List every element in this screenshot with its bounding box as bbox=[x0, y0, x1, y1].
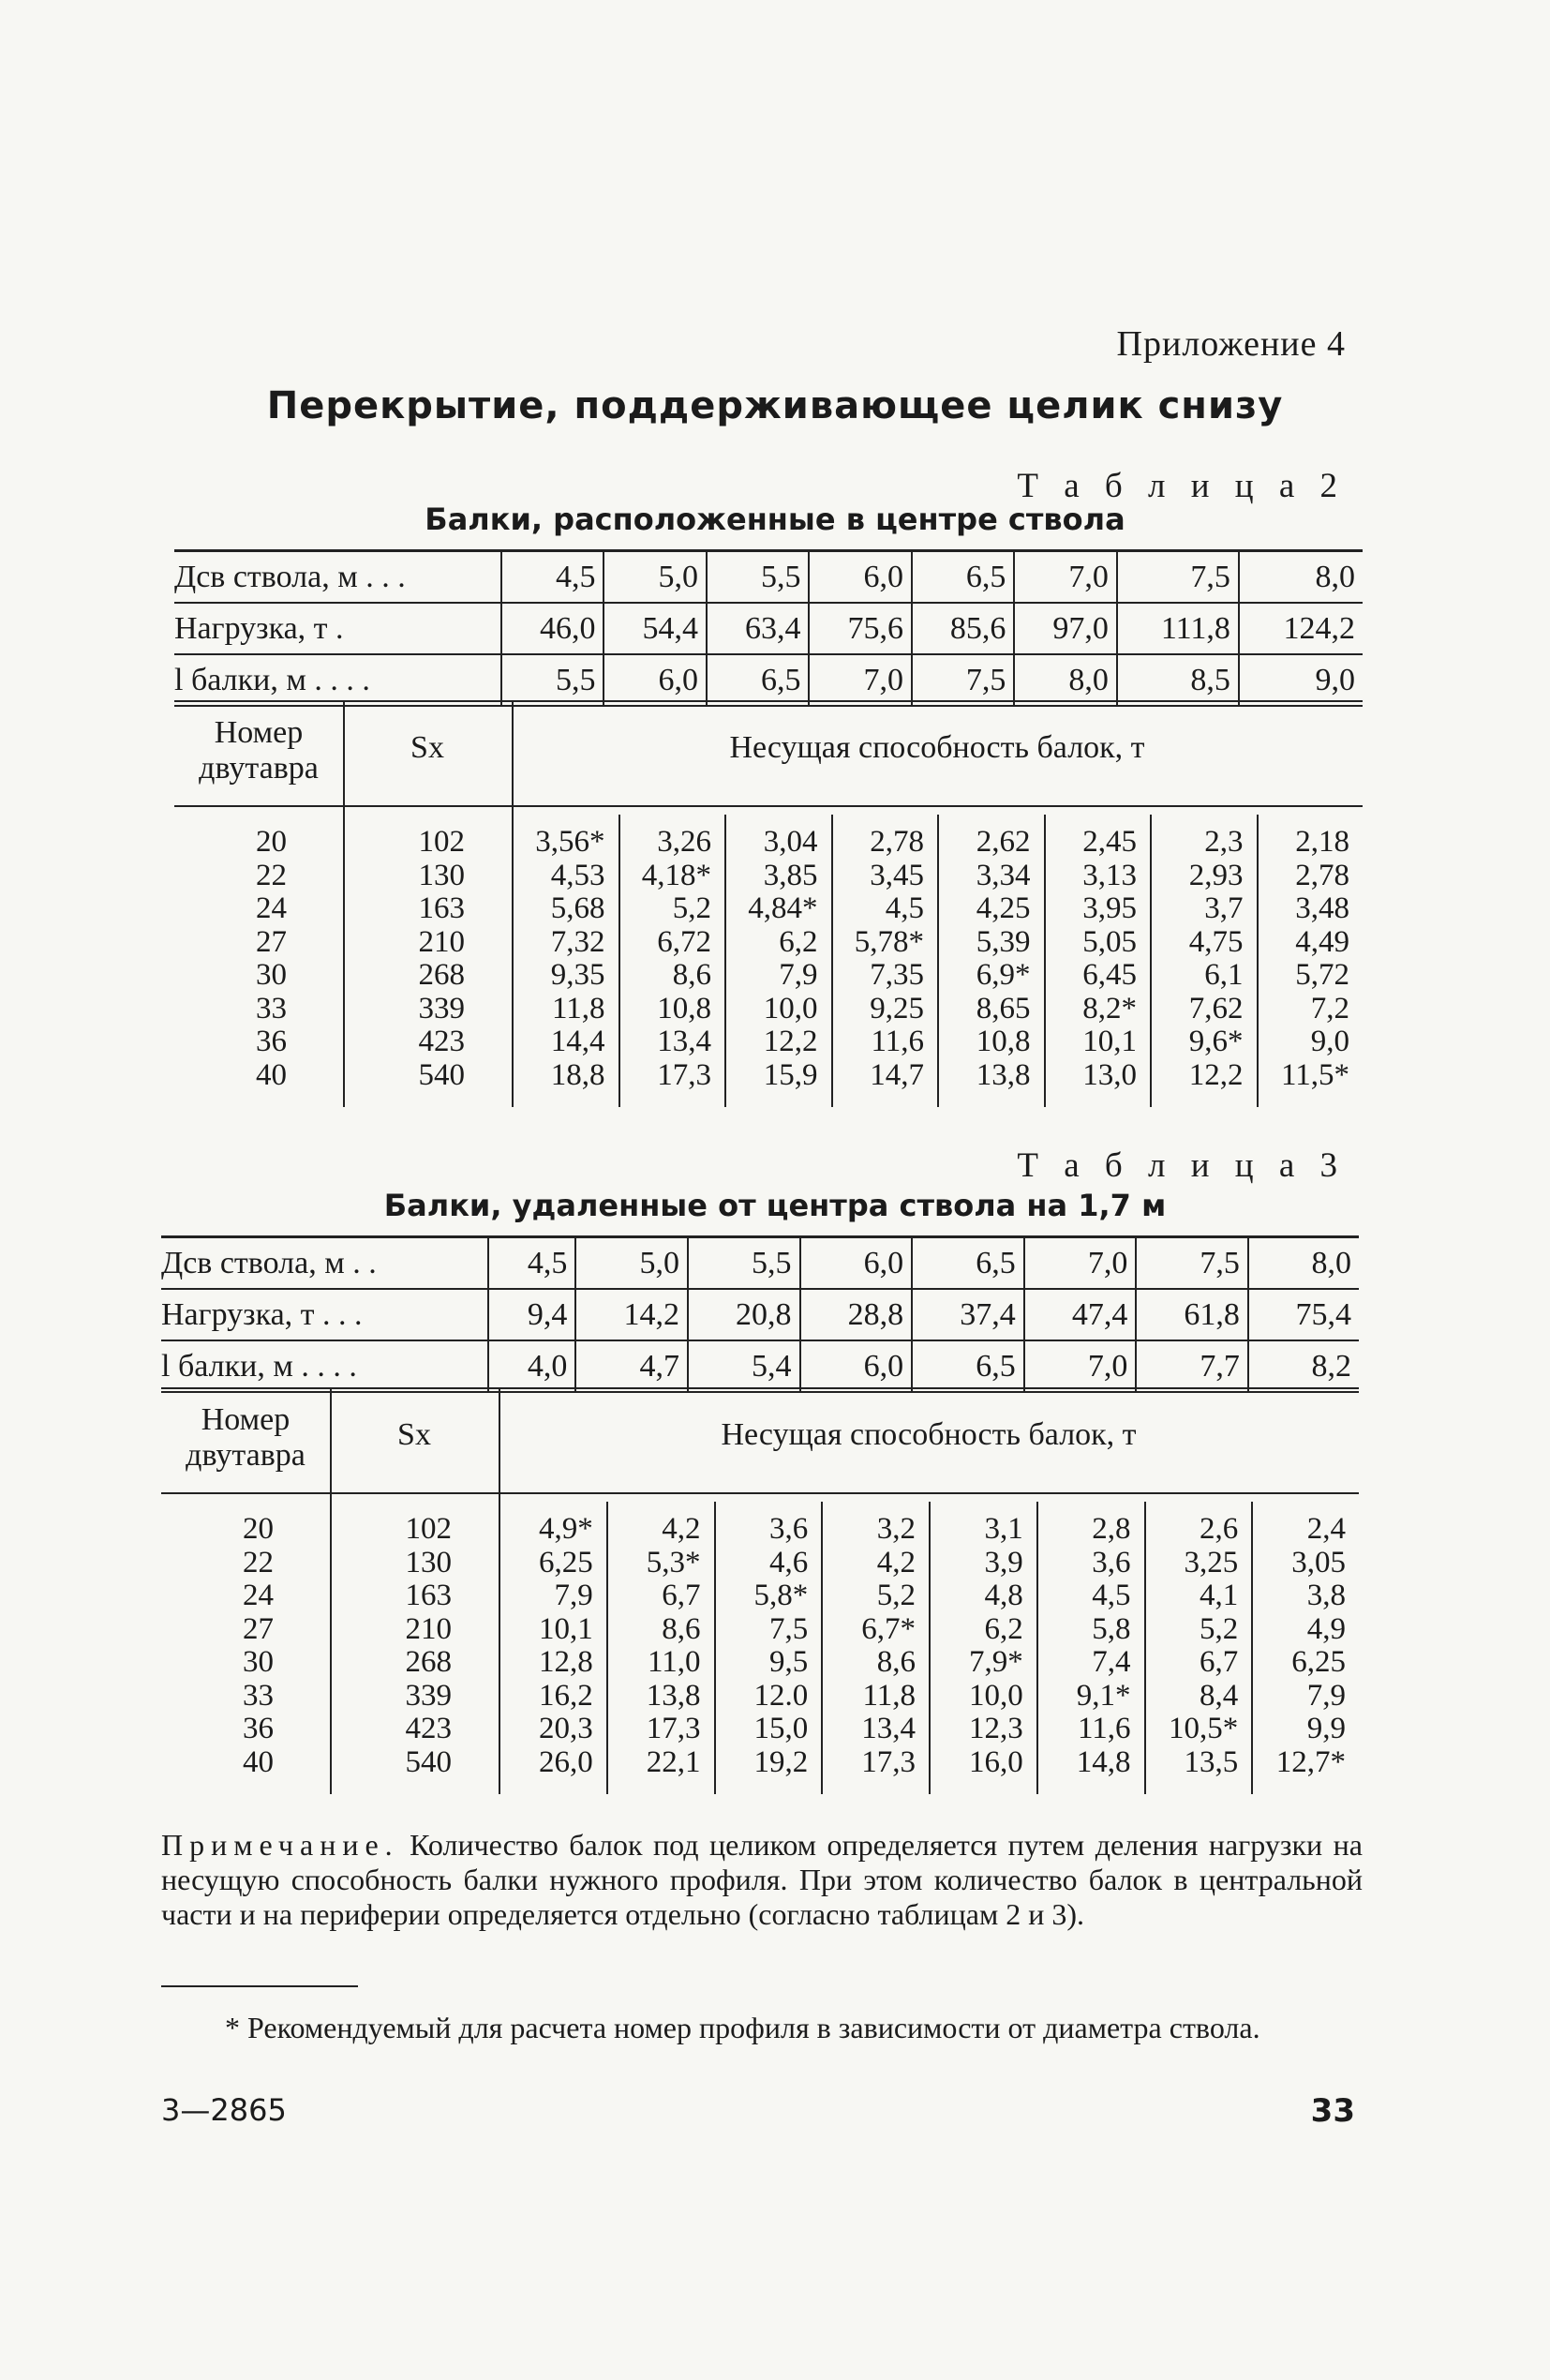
table2-capacity-column-cell: 2,78 bbox=[1295, 858, 1349, 892]
table2-spec-cell: 111,8 bbox=[1117, 603, 1239, 654]
table3-number-column-cell: 30 bbox=[243, 1645, 274, 1679]
table2-spec-cell: 9,0 bbox=[1239, 654, 1363, 706]
table2-capacity-column-cell: 3,95 bbox=[1082, 891, 1137, 925]
table2-capacity-column-cell: 4,5 bbox=[885, 891, 924, 925]
table2-spec-cell: 6,5 bbox=[912, 551, 1014, 604]
table3-spec-cell: 5,5 bbox=[688, 1237, 800, 1290]
table2-sx-column-cell: 163 bbox=[418, 891, 465, 925]
table3-head-number: Номер двутавра bbox=[186, 1402, 306, 1473]
table3-spec-cell: 6,0 bbox=[800, 1237, 913, 1290]
table2-spec-cell: 75,6 bbox=[809, 603, 911, 654]
table2-spec-row bbox=[174, 551, 1363, 604]
table3-spec-row-label: l балки, м . . . . bbox=[161, 1348, 357, 1384]
table3-capacity-column-cell: 8,4 bbox=[1200, 1678, 1239, 1713]
table2-spec-cell: 5,5 bbox=[501, 654, 604, 706]
table2-capacity-column bbox=[1048, 826, 1138, 1092]
table2-capacity-column-cell: 7,2 bbox=[1310, 991, 1349, 1025]
table2-capacity-grid bbox=[174, 700, 1363, 1115]
table2-sx-column-cell: 423 bbox=[418, 1025, 465, 1058]
table2-spec-cell: 5,0 bbox=[604, 551, 706, 604]
table3-column-divider bbox=[1036, 1502, 1038, 1794]
table2-capacity-column-cell: 7,62 bbox=[1188, 991, 1244, 1025]
table2-capacity-column-cell: 4,53 bbox=[550, 858, 605, 892]
table3-number-column-cell: 24 bbox=[243, 1579, 274, 1612]
table3-capacity-column-cell: 5,8 bbox=[1092, 1611, 1131, 1646]
table2-number-column-cell: 36 bbox=[256, 1025, 287, 1058]
table2-capacity-column-cell: 10,1 bbox=[1082, 1025, 1137, 1058]
page-number: 33 bbox=[1310, 2092, 1355, 2130]
table2-capacity-column-cell: 6,1 bbox=[1204, 958, 1244, 992]
table3-capacity-column bbox=[610, 1513, 701, 1779]
table3-capacity-column-cell: 4,9 bbox=[1306, 1611, 1346, 1646]
table2-capacity-column-cell: 9,25 bbox=[870, 991, 924, 1025]
table3-capacity-column-cell: 6,7 bbox=[1200, 1645, 1239, 1679]
table3-capacity-column bbox=[1255, 1513, 1346, 1779]
table3-sx-column-cell: 163 bbox=[405, 1579, 452, 1612]
table2-capacity-column bbox=[515, 826, 605, 1092]
table3-column-divider bbox=[929, 1502, 931, 1794]
table3-spec-cell: 75,4 bbox=[1248, 1289, 1359, 1340]
table2-capacity-column bbox=[835, 826, 925, 1092]
table2-capacity-column-cell: 10,8 bbox=[657, 991, 711, 1025]
table2-capacity-column-cell: 8,6 bbox=[672, 958, 711, 992]
table3-capacity-column-cell: 12,3 bbox=[969, 1712, 1023, 1745]
table2-capacity-column-cell: 5,2 bbox=[672, 891, 711, 925]
table3-label: Т а б л и ц а 3 bbox=[1017, 1146, 1346, 1185]
table3-sx-column-cell: 540 bbox=[405, 1744, 452, 1779]
table2-spec-row-label: Нагрузка, т . bbox=[174, 610, 344, 646]
table2-spec-cell: 8,5 bbox=[1117, 654, 1239, 706]
page-title: Перекрытие, поддерживающее целик снизу bbox=[266, 384, 1284, 427]
table2-capacity-column-cell: 4,75 bbox=[1188, 924, 1244, 959]
table3-capacity-column-cell: 16,2 bbox=[539, 1678, 593, 1713]
table2-capacity-column-cell: 5,05 bbox=[1082, 924, 1137, 959]
table3-capacity-column-cell: 13,8 bbox=[646, 1678, 701, 1713]
table2-capacity-column-cell: 13,0 bbox=[1082, 1057, 1137, 1092]
table3-capacity-column-cell: 12,8 bbox=[539, 1645, 593, 1679]
table2-head-capacity: Несущая способность балок, т bbox=[729, 730, 1145, 765]
table2-capacity-column-cell: 13,4 bbox=[657, 1025, 711, 1058]
table3-capacity-column-cell: 11,6 bbox=[1077, 1712, 1131, 1745]
table2-capacity-column-cell: 2,18 bbox=[1295, 825, 1349, 859]
table2-subtitle: Балки, расположенные в центре ствола bbox=[425, 501, 1125, 537]
table2-spec-cell: 6,0 bbox=[604, 654, 706, 706]
table2-column-divider bbox=[1257, 815, 1259, 1107]
table3-sx-column-cell: 423 bbox=[405, 1712, 452, 1745]
table2-spec-cell: 6,0 bbox=[809, 551, 911, 604]
table3-capacity-column-cell: 3,6 bbox=[1092, 1545, 1131, 1579]
table2-spec-cell: 54,4 bbox=[604, 603, 706, 654]
table3-capacity-column bbox=[1040, 1513, 1131, 1779]
table2-capacity-column-cell: 14,7 bbox=[870, 1057, 924, 1092]
table2-number-column-cell: 30 bbox=[256, 958, 287, 992]
table2-capacity-column bbox=[622, 826, 712, 1092]
table2-capacity-column-cell: 7,32 bbox=[550, 924, 605, 959]
table3-capacity-column-cell: 6,25 bbox=[1291, 1645, 1346, 1679]
table2-spec-cell: 7,5 bbox=[1117, 551, 1239, 604]
table3-capacity-column-cell: 20,3 bbox=[539, 1712, 593, 1745]
table2-column-divider bbox=[619, 815, 620, 1107]
table3-sx-column-cell: 339 bbox=[405, 1678, 452, 1713]
table2-capacity-column bbox=[1260, 826, 1350, 1092]
table3-spec-cell: 5,0 bbox=[575, 1237, 688, 1290]
table2-capacity-column-cell: 7,35 bbox=[870, 958, 924, 992]
table3-capacity-column-cell: 4,8 bbox=[984, 1579, 1023, 1612]
table2-capacity-column-cell: 4,84* bbox=[748, 891, 818, 925]
table2-capacity-column-cell: 15,9 bbox=[763, 1057, 818, 1092]
table3-capacity-column-cell: 7,4 bbox=[1092, 1645, 1131, 1679]
table3-spec-row bbox=[161, 1237, 1359, 1290]
table2-spec-cell: 124,2 bbox=[1239, 603, 1363, 654]
table2-number-column-cell: 27 bbox=[256, 924, 287, 959]
table2-number-column-cell: 22 bbox=[256, 858, 287, 892]
table2-spec-cell: 63,4 bbox=[707, 603, 809, 654]
table3-sx-column bbox=[330, 1513, 452, 1779]
table3-sx-column-cell: 210 bbox=[405, 1611, 452, 1646]
table3-capacity-column-cell: 11,0 bbox=[647, 1645, 701, 1679]
table3-capacity-column bbox=[932, 1513, 1023, 1779]
table3-spec-cell: 7,0 bbox=[1024, 1237, 1137, 1290]
note-text: Количество балок под целиком определяется путем деления нагрузки на несущую способность балки нужного профиля. При этом количество балок в центральной части и на периферии определяется отдельно (согласно таблицам 2 и 3). bbox=[161, 1828, 1364, 1931]
table3-capacity-column-cell: 10,1 bbox=[539, 1611, 593, 1646]
table3-capacity-column-cell: 5,8* bbox=[753, 1579, 809, 1612]
table3-capacity-column bbox=[502, 1513, 593, 1779]
table3-spec-cell: 7,5 bbox=[1136, 1237, 1248, 1290]
table3-capacity-column-cell: 3,6 bbox=[769, 1512, 809, 1546]
footnote-rule bbox=[161, 1985, 358, 1987]
table3-capacity-column-cell: 3,9 bbox=[984, 1545, 1023, 1579]
table2-number-column-cell: 24 bbox=[256, 891, 287, 925]
table2-spec-row bbox=[174, 603, 1363, 654]
table3-capacity-column-cell: 7,9 bbox=[554, 1579, 593, 1612]
table3-head-sx: Sx bbox=[397, 1417, 431, 1452]
note-paragraph bbox=[161, 1828, 1363, 1932]
table3-capacity-column-cell: 5,3* bbox=[646, 1545, 701, 1579]
table3-spec-cell: 6,5 bbox=[912, 1340, 1024, 1392]
table2-sx-column-cell: 540 bbox=[418, 1057, 465, 1092]
table3-spec-row-label: Дсв ствола, м . . bbox=[161, 1245, 377, 1280]
table3-capacity-column-cell: 5,2 bbox=[876, 1579, 916, 1612]
table2-capacity-column-cell: 6,45 bbox=[1082, 958, 1137, 992]
table2-spec-cell: 7,0 bbox=[809, 654, 911, 706]
table2-capacity-column-cell: 3,04 bbox=[763, 825, 818, 859]
table2-capacity-column-cell: 8,2* bbox=[1082, 991, 1137, 1025]
table2-spec-cell: 46,0 bbox=[501, 603, 604, 654]
table3-sx-column-cell: 130 bbox=[405, 1545, 452, 1579]
table3-number-column-cell: 27 bbox=[243, 1611, 274, 1646]
table3-capacity-column-cell: 7,5 bbox=[769, 1611, 809, 1646]
table3-spec-cell: 20,8 bbox=[688, 1289, 800, 1340]
table3-capacity-column-cell: 9,5 bbox=[769, 1645, 809, 1679]
table2-capacity-column-cell: 4,25 bbox=[976, 891, 1031, 925]
table3-capacity-column-cell: 2,4 bbox=[1306, 1512, 1346, 1546]
table3-capacity-column bbox=[1148, 1513, 1239, 1779]
table3-spec-cell: 14,2 bbox=[575, 1289, 688, 1340]
table2-capacity-column-cell: 3,56* bbox=[535, 825, 605, 859]
table3-spec-cell: 4,7 bbox=[575, 1340, 688, 1392]
table2-capacity-column bbox=[941, 826, 1031, 1092]
table2-capacity-column-cell: 5,78* bbox=[854, 924, 924, 959]
table2-sx-column-cell: 130 bbox=[418, 858, 465, 892]
table3-spec-cell: 61,8 bbox=[1136, 1289, 1248, 1340]
table2-spec-row-label: l балки, м . . . . bbox=[174, 662, 370, 697]
table2-column-divider bbox=[831, 815, 833, 1107]
table3-capacity-column-cell: 26,0 bbox=[539, 1744, 593, 1779]
table3-capacity-column-cell: 8,6 bbox=[662, 1611, 701, 1646]
table2-capacity-column-cell: 3,48 bbox=[1295, 891, 1349, 925]
table2-spec-cell: 5,5 bbox=[707, 551, 809, 604]
table3-capacity-column-cell: 4,2 bbox=[876, 1545, 916, 1579]
table2-capacity-column-cell: 11,6 bbox=[871, 1025, 924, 1058]
table2-number-column-cell: 20 bbox=[256, 825, 287, 859]
table2-capacity-column-cell: 3,34 bbox=[976, 858, 1031, 892]
table3-capacity-column-cell: 17,3 bbox=[861, 1744, 916, 1779]
table3-column-divider bbox=[714, 1502, 716, 1794]
table2-capacity-column-cell: 12,2 bbox=[763, 1025, 818, 1058]
table2-sx-column bbox=[343, 826, 465, 1092]
table2-capacity-column-cell: 8,65 bbox=[976, 991, 1031, 1025]
table2-capacity-column bbox=[1154, 826, 1244, 1092]
table3-capacity-column-cell: 7,9* bbox=[969, 1645, 1023, 1679]
table3-column-divider bbox=[1144, 1502, 1146, 1794]
table3-capacity-column-cell: 4,9* bbox=[539, 1512, 593, 1546]
table3-spec-cell: 8,0 bbox=[1248, 1237, 1359, 1290]
table3-subtitle: Балки, удаленные от центра ствола на 1,7 м bbox=[383, 1188, 1167, 1223]
table3-capacity-column-cell: 16,0 bbox=[969, 1744, 1023, 1779]
table2-capacity-column-cell: 7,9 bbox=[779, 958, 818, 992]
footnote: * Рекомендуемый для расчета номер профиля в зависимости от диаметра ствола. bbox=[225, 2011, 1260, 2044]
table3-capacity-column-cell: 17,3 bbox=[646, 1712, 701, 1745]
table2-spec-cell: 7,0 bbox=[1014, 551, 1116, 604]
table3-column-divider bbox=[606, 1502, 608, 1794]
table2-capacity-column-cell: 3,13 bbox=[1082, 858, 1137, 892]
table2-label: Т а б л и ц а 2 bbox=[1017, 467, 1346, 505]
table3-spec-cell: 7,7 bbox=[1136, 1340, 1248, 1392]
table2-head-number: Номер двутавра bbox=[199, 715, 319, 786]
table2-spec-cell: 97,0 bbox=[1014, 603, 1116, 654]
table2-capacity-column-cell: 12,2 bbox=[1188, 1057, 1244, 1092]
table3-capacity-column-cell: 3,2 bbox=[876, 1512, 916, 1546]
table3-capacity-column-cell: 10,0 bbox=[969, 1678, 1023, 1713]
table3-capacity-column-cell: 19,2 bbox=[753, 1744, 809, 1779]
table3-capacity-column bbox=[718, 1513, 809, 1779]
table2-number-column bbox=[174, 826, 287, 1092]
table3-spec-cell: 28,8 bbox=[800, 1289, 913, 1340]
table3-capacity-column bbox=[825, 1513, 916, 1779]
print-code: 3—2865 bbox=[161, 2092, 287, 2128]
table3-capacity-column-cell: 22,1 bbox=[646, 1744, 701, 1779]
table2-capacity-column-cell: 3,7 bbox=[1204, 891, 1244, 925]
table3-capacity-column-cell: 11,8 bbox=[862, 1678, 916, 1713]
table3-capacity-column-cell: 9,9 bbox=[1306, 1712, 1346, 1745]
table3-capacity-column-cell: 4,1 bbox=[1200, 1579, 1239, 1612]
table2-capacity-column-cell: 4,18* bbox=[641, 858, 711, 892]
table2-spec-cell: 8,0 bbox=[1239, 551, 1363, 604]
table3-spec-cell: 8,2 bbox=[1248, 1340, 1359, 1392]
appendix-label: Приложение 4 bbox=[1116, 324, 1346, 364]
table3-capacity-column-cell: 14,8 bbox=[1076, 1744, 1131, 1779]
table2-column-divider bbox=[937, 815, 939, 1107]
table2-column-divider bbox=[1150, 815, 1152, 1107]
table2-number-column-cell: 40 bbox=[256, 1057, 287, 1092]
table3-spec-cell: 6,0 bbox=[800, 1340, 913, 1392]
table2-capacity-column-cell: 14,4 bbox=[550, 1025, 605, 1058]
note-label: Примечание. bbox=[161, 1828, 399, 1862]
table3-spec-row-label: Нагрузка, т . . . bbox=[161, 1296, 363, 1332]
table3-capacity-column-cell: 5,2 bbox=[1200, 1611, 1239, 1646]
table2-capacity-column-cell: 2,45 bbox=[1082, 825, 1137, 859]
table2-capacity-column-cell: 6,9* bbox=[976, 958, 1031, 992]
table2-capacity-column-cell: 3,85 bbox=[763, 858, 818, 892]
table2-sx-column-cell: 339 bbox=[418, 991, 465, 1025]
table2-spec-row bbox=[174, 654, 1363, 706]
table3-sx-column-cell: 102 bbox=[405, 1512, 452, 1546]
table2-capacity-column-cell: 3,45 bbox=[870, 858, 924, 892]
table3-spec-cell: 37,4 bbox=[912, 1289, 1024, 1340]
table2-capacity-column bbox=[728, 826, 818, 1092]
table2-capacity-column-cell: 9,0 bbox=[1310, 1025, 1349, 1058]
table2-capacity-column-cell: 5,68 bbox=[550, 891, 605, 925]
table3-capacity-column-cell: 3,1 bbox=[984, 1512, 1023, 1546]
table2-capacity-column-cell: 2,78 bbox=[870, 825, 924, 859]
table2-spec-cell: 7,5 bbox=[912, 654, 1014, 706]
table2-sx-column-cell: 102 bbox=[418, 825, 465, 859]
table3-capacity-column-cell: 7,9 bbox=[1306, 1678, 1346, 1713]
table2-sx-column-cell: 268 bbox=[418, 958, 465, 992]
table2-capacity-column-cell: 2,62 bbox=[976, 825, 1031, 859]
table2-spec-row-label: Дсв ствола, м . . . bbox=[174, 559, 406, 594]
table3-capacity-column-cell: 6,7 bbox=[662, 1579, 701, 1612]
table3-capacity-column-cell: 8,6 bbox=[876, 1645, 916, 1679]
table2-capacity-column-cell: 9,6* bbox=[1188, 1025, 1244, 1058]
table3-capacity-column-cell: 4,6 bbox=[769, 1545, 809, 1579]
table2-capacity-column-cell: 5,39 bbox=[976, 924, 1031, 959]
table2-spec-cell: 6,5 bbox=[707, 654, 809, 706]
table3-number-column-cell: 33 bbox=[243, 1678, 274, 1713]
table3-capacity-column-cell: 3,8 bbox=[1306, 1579, 1346, 1612]
table2-capacity-column-cell: 18,8 bbox=[550, 1057, 605, 1092]
table2-spec-cell: 4,5 bbox=[501, 551, 604, 604]
table3-sx-column-cell: 268 bbox=[405, 1645, 452, 1679]
table3-spec-row bbox=[161, 1289, 1359, 1340]
table3-spec bbox=[161, 1235, 1359, 1393]
table2-head-sx: Sx bbox=[410, 730, 444, 765]
table3-capacity-column-cell: 6,25 bbox=[539, 1545, 593, 1579]
table3-capacity-column-cell: 4,5 bbox=[1092, 1579, 1131, 1612]
table2-capacity-column-cell: 17,3 bbox=[657, 1057, 711, 1092]
table2-capacity-column-cell: 10,0 bbox=[763, 991, 818, 1025]
table3-number-column-cell: 40 bbox=[243, 1744, 274, 1779]
table2-column-divider bbox=[724, 815, 726, 1107]
table3-spec-cell: 47,4 bbox=[1024, 1289, 1137, 1340]
table2-column-divider bbox=[512, 702, 514, 1107]
table2-capacity-column-cell: 9,35 bbox=[550, 958, 605, 992]
table3-capacity-column-cell: 13,5 bbox=[1184, 1744, 1239, 1779]
table3-capacity-column-cell: 3,05 bbox=[1291, 1545, 1346, 1579]
table2-capacity-column-cell: 5,72 bbox=[1295, 958, 1349, 992]
table3-head-capacity: Несущая способность балок, т bbox=[721, 1417, 1137, 1452]
table2-spec bbox=[174, 549, 1363, 707]
table3-column-divider bbox=[821, 1502, 823, 1794]
table2-capacity-column-cell: 11,8 bbox=[551, 991, 605, 1025]
table3-capacity-column-cell: 13,4 bbox=[861, 1712, 916, 1745]
table2-column-divider bbox=[1044, 815, 1046, 1107]
table3-capacity-column-cell: 12.0 bbox=[753, 1678, 809, 1713]
table3-column-divider bbox=[1251, 1502, 1253, 1794]
table2-capacity-column-cell: 13,8 bbox=[976, 1057, 1031, 1092]
table3-header-row bbox=[161, 1389, 1359, 1494]
table2-capacity-column-cell: 2,3 bbox=[1204, 825, 1244, 859]
table3-capacity-column-cell: 4,2 bbox=[662, 1512, 701, 1546]
table3-capacity-column-cell: 2,8 bbox=[1092, 1512, 1131, 1546]
table2-spec-cell: 85,6 bbox=[912, 603, 1014, 654]
table3-spec-cell: 4,5 bbox=[488, 1237, 575, 1290]
table3-number-column-cell: 36 bbox=[243, 1712, 274, 1745]
table3-capacity-column-cell: 6,7* bbox=[861, 1611, 916, 1646]
table3-spec-row bbox=[161, 1340, 1359, 1392]
table2-capacity-column-cell: 4,49 bbox=[1295, 924, 1349, 959]
table2-capacity-column-cell: 10,8 bbox=[976, 1025, 1031, 1058]
table3-capacity-column-cell: 6,2 bbox=[984, 1611, 1023, 1646]
table3-capacity-column-cell: 2,6 bbox=[1200, 1512, 1239, 1546]
table3-capacity-column-cell: 3,25 bbox=[1184, 1545, 1239, 1579]
table3-spec-cell: 4,0 bbox=[488, 1340, 575, 1392]
table3-spec-cell: 9,4 bbox=[488, 1289, 575, 1340]
table2-spec-cell: 8,0 bbox=[1014, 654, 1116, 706]
table3-capacity-column-cell: 12,7* bbox=[1275, 1744, 1346, 1779]
table3-number-column-cell: 22 bbox=[243, 1545, 274, 1579]
table3-capacity-grid bbox=[161, 1387, 1359, 1802]
table2-sx-column-cell: 210 bbox=[418, 924, 465, 959]
table2-header-row bbox=[174, 702, 1363, 807]
table2-capacity-column-cell: 6,2 bbox=[779, 924, 818, 959]
table3-column-divider bbox=[499, 1389, 500, 1794]
table3-capacity-column-cell: 15,0 bbox=[753, 1712, 809, 1745]
table2-capacity-column-cell: 3,26 bbox=[657, 825, 711, 859]
table3-capacity-column-cell: 10,5* bbox=[1169, 1712, 1239, 1745]
table2-number-column-cell: 33 bbox=[256, 991, 287, 1025]
table3-number-column-cell: 20 bbox=[243, 1512, 274, 1546]
table2-capacity-column-cell: 2,93 bbox=[1188, 858, 1244, 892]
table3-capacity-column-cell: 9,1* bbox=[1076, 1678, 1131, 1713]
table2-capacity-column-cell: 11,5* bbox=[1280, 1057, 1349, 1092]
table2-capacity-column-cell: 6,72 bbox=[657, 924, 711, 959]
table3-spec-cell: 7,0 bbox=[1024, 1340, 1137, 1392]
table3-spec-cell: 5,4 bbox=[688, 1340, 800, 1392]
table3-number-column bbox=[161, 1513, 274, 1779]
table3-spec-cell: 6,5 bbox=[912, 1237, 1024, 1290]
